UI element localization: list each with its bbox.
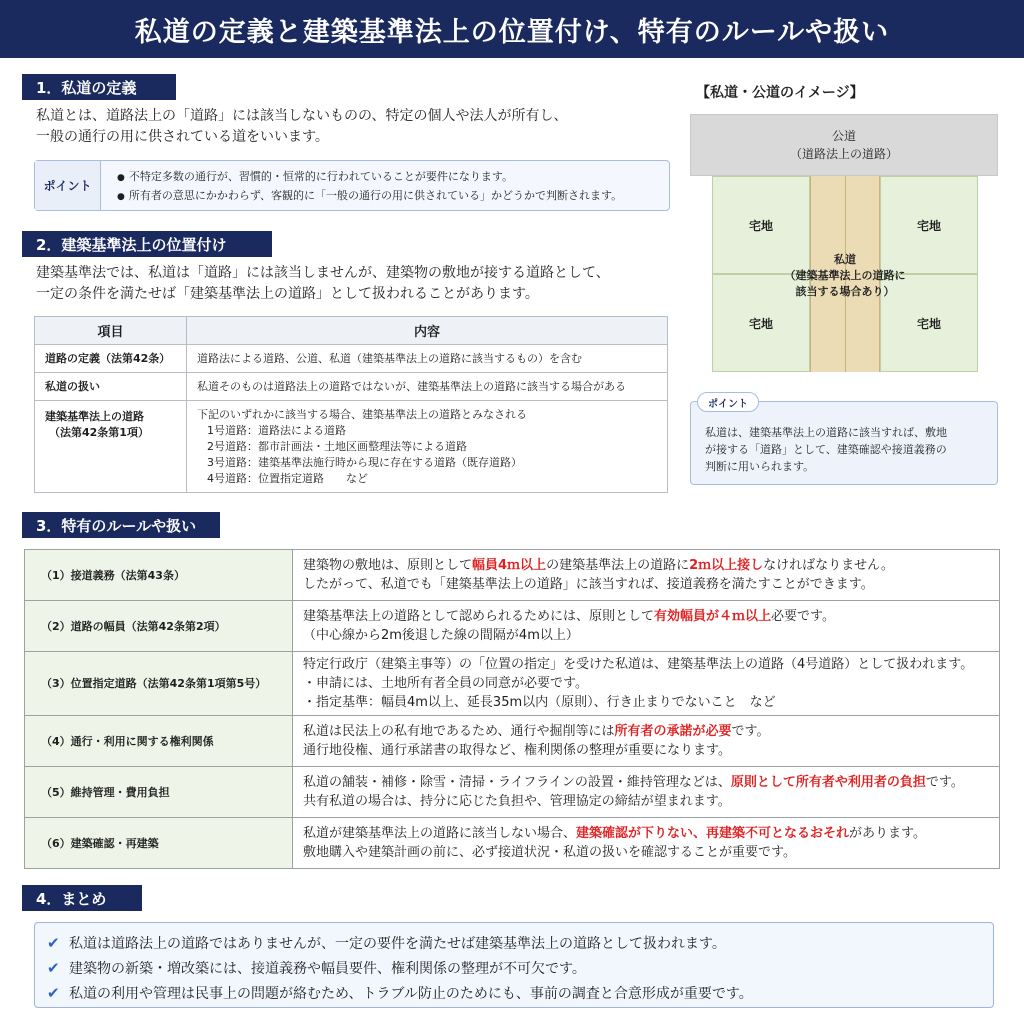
row-item-line: 道路の定義（法第42条） [45,351,171,365]
position-table [34,316,668,493]
summary-text: 私道の利用や管理は民事上の問題が絡むため、トラブル防止のためにも、事前の調査と合意形成が重要です。 [69,985,753,1002]
check-icon: ✔ [47,983,60,1002]
section-1-heading: 1．私道の定義 [22,74,176,100]
summary-item [47,980,993,1005]
section-1-text-line: 一般の通行の用に供されている道をいいます。 [36,129,329,145]
detail-text: 敷地購入や建築計画の前に、必ず接道状況・私道の扱いを確認することが重要です。 [303,845,796,860]
private-road-label [770,252,920,300]
detail-text: 建築物の敷地は、原則として [303,558,473,573]
private-road-label-line: 私道 [834,253,856,266]
section-1-text [36,106,676,148]
detail-text: 共有私道の場合は、持分に応じた負担や、管理協定の締結が望まれます。 [303,794,731,809]
check-icon: ✔ [47,958,60,977]
rule-name: （6）建築確認・再建築 [25,818,293,869]
highlight-text: 所有者の承諾が必要 [614,724,732,739]
detail-text: 私道は民法上の私有地であるため、通行や掘削等には [303,724,615,739]
table-row [35,373,668,401]
summary-box [34,922,994,1008]
table-row [35,345,668,373]
rule-detail [293,716,1000,767]
rule-detail-line [303,575,989,594]
detail-text: です。 [731,724,770,739]
detail-text: です。 [925,775,964,790]
rule-detail [293,601,1000,652]
table-row [25,818,1000,869]
rule-detail [293,767,1000,818]
rule-name: （5）維持管理・費用負担 [25,767,293,818]
image-point-box [690,401,998,485]
detail-text: 私道の舗装・補修・除雪・清掃・ライフラインの設置・維持管理などは、 [303,775,731,790]
highlight-text: 有効幅員が４ｍ以上 [654,609,772,624]
row-content-line: 私道そのものは道路法上の道路ではないが、建築基準法上の道路に該当する場合がある [197,379,626,393]
detail-text: 通行地役権、通行承諾書の取得など、権利関係の整理が重要になります。 [303,743,731,758]
rule-detail [293,652,1000,716]
table-row [25,601,1000,652]
rule-detail-line [303,626,989,645]
column-header-content: 内容 [187,317,668,345]
row-content-line: 下記のいずれかに該当する場合、建築基準法上の道路とみなされる [197,407,527,421]
point-item: ● 所有者の意思にかかわらず、客観的に「一般の通行の用に供されている」かどうかで判断されます。 [117,187,622,206]
row-item-line: 建築基準法上の道路 [45,410,144,423]
image-point-line: 判断に用いられます。 [705,460,815,473]
table-row [25,652,1000,716]
highlight-text: 幅員4ｍ以上 [472,558,547,573]
summary-text: 建築物の新築・増改築には、接道義務や幅員要件、権利関係の整理が不可欠です。 [69,960,586,977]
rule-detail-line [303,843,989,862]
section-4-heading: 4．まとめ [22,885,142,911]
residential-lot: 宅地 [880,274,978,372]
image-title: 【私道・公道のイメージ】 [696,85,864,101]
image-point-label: ポイント [697,392,759,412]
rule-name: （2）道路の幅員（法第42条第2項） [25,601,293,652]
rule-name: （1）接道義務（法第43条） [25,550,293,601]
detail-text: 建築基準法上の道路として認められるためには、原則として [303,609,655,624]
image-point-line: 私道は、建築基準法上の道路に該当すれば、敷地 [705,426,947,439]
point-item: ● 不特定多数の通行が、習慣的・恒常的に行われていることが要件になります。 [117,168,622,187]
row-content-line: 1号道路：道路法による道路 [207,423,346,437]
column-header-item: 項目 [35,317,187,345]
public-road [690,114,998,176]
page-title: 私道の定義と建築基準法上の位置付け、特有のルールや扱い [0,0,1024,58]
row-content-line: 4号道路：位置指定道路 など [207,471,368,485]
rule-name: （4）通行・利用に関する権利関係 [25,716,293,767]
rules-table [24,549,1000,869]
row-item-line: 私道の扱い [45,379,100,393]
rule-detail [293,818,1000,869]
residential-lot: 宅地 [712,176,810,274]
highlight-text: 建築確認が下りない、再建築不可となるおそれ [576,826,850,841]
section-2-heading: 2．建築基準法上の位置付け [22,231,272,257]
check-icon: ✔ [47,933,60,952]
row-item [35,345,187,373]
row-content-line: 3号道路：建築基準法施行時から現に存在する道路（既存道路） [207,455,522,469]
rule-detail-line [303,722,989,741]
detail-text: 必要です。 [771,609,835,624]
public-road-label: 公道 [831,129,856,143]
rule-detail-line [303,693,989,712]
detail-text: があります。 [849,826,926,841]
row-content-line: 2号道路：都市計画法・土地区画整理法等による道路 [207,439,467,453]
section-2-text-line: 建築基準法では、私道は「道路」には該当しませんが、建築物の敷地が接する道路として、 [36,265,610,281]
highlight-text: 原則として所有者や利用者の負担 [730,775,926,790]
rule-detail-line [303,556,989,575]
rule-detail-line [303,824,989,843]
row-item [35,401,187,493]
rule-detail-line [303,674,989,693]
rule-name: （3）位置指定道路（法第42条第1項第5号） [25,652,293,716]
row-content [187,345,668,373]
detail-text: 私道が建築基準法上の道路に該当しない場合、 [303,826,577,841]
table-row [25,716,1000,767]
row-item-line: （法第42条第1項） [49,426,149,439]
summary-item [47,930,993,955]
table-row [35,401,668,493]
public-road-sublabel: （道路法上の道路） [789,147,898,161]
point-list [101,161,622,210]
summary-item [47,955,993,980]
section-3-heading: 3．特有のルールや扱い [22,512,220,538]
rule-detail-line [303,741,989,760]
section-1-point-box [34,160,670,211]
detail-text: したがって、私道でも「建築基準法上の道路」に該当すれば、接道義務を満たすことができます。 [303,577,874,592]
rule-detail-line [303,607,989,626]
detail-text: なければなりません。 [763,558,894,573]
detail-text: の建築基準法上の道路に [546,558,690,573]
detail-text: 特定行政庁（建築主事等）の「位置の指定」を受けた私道は、建築基準法上の道路（4号道路）として扱われます。 [303,657,974,672]
private-road-label-line: （建築基準法上の道路に [784,269,906,282]
row-content-line: 道路法による道路、公道、私道（建築基準法上の道路に該当するもの）を含む [197,351,582,365]
highlight-text: 2ｍ以上接し [689,558,764,573]
section-2-text-line: 一定の条件を満たせば「建築基準法上の道路」として扱われることがあります。 [36,286,539,302]
rule-detail-line [303,792,989,811]
section-1-text-line: 私道とは、道路法上の「道路」には該当しないものの、特定の個人や法人が所有し、 [36,108,568,124]
summary-text: 私道は道路法上の道路ではありませんが、一定の要件を満たせば建築基準法上の道路として扱われます。 [69,935,726,952]
row-content [187,373,668,401]
rule-detail [293,550,1000,601]
detail-text: （中心線から2m後退した線の間隔が4m以上） [303,628,579,643]
residential-lot: 宅地 [880,176,978,274]
image-point-line: が接する「道路」として、建築確認や接道義務の [705,443,947,456]
detail-text: ・申請には、土地所有者全員の同意が必要です。 [303,676,588,691]
row-content [187,401,668,493]
rule-detail-line [303,655,989,674]
section-2-text [36,263,676,305]
table-row [25,550,1000,601]
residential-lot: 宅地 [712,274,810,372]
table-row [25,767,1000,818]
row-item [35,373,187,401]
rule-detail-line [303,773,989,792]
detail-text: ・指定基準：幅員4m以上、延長35m以内（原則）、行き止まりでないこと など [303,695,776,710]
point-label: ポイント [35,161,101,210]
private-road-label-line: 該当する場合あり） [795,285,895,298]
